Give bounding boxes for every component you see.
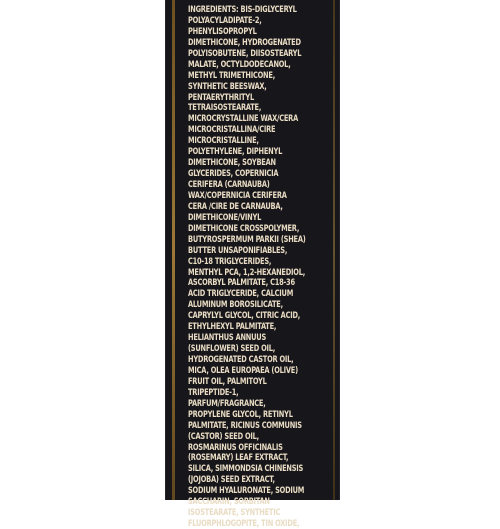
ingredient-line: MICROCRYSTALLINE WAX/CERA: [188, 113, 298, 124]
ingredient-line: DIMETHICONE CROSSPOLYMER,: [188, 222, 300, 233]
ingredient-line: MICROCRISTALLINA/CIRE: [188, 124, 276, 135]
ingredient-line: BUTTER UNSAPONIFIABLES,: [188, 244, 288, 255]
ingredient-line: SACCHARIN, SORBITAN: [188, 496, 270, 507]
ingredient-line: ASCORBYL PALMITATE, C18-36: [188, 277, 295, 288]
ingredient-line: PARFUM/FRAGRANCE,: [188, 397, 266, 408]
ingredient-line: (SUNFLOWER) SEED OIL,: [188, 343, 276, 354]
ingredient-line: METHYL TRIMETHICONE,: [188, 69, 276, 80]
ingredient-line: PROPYLENE GLYCOL, RETINYL: [188, 408, 293, 419]
ingredient-line: C10-18 TRIGLYCERIDES,: [188, 255, 272, 266]
ingredient-line: POLYACYLADIPATE-2,: [188, 14, 262, 25]
ingredient-line: ACID TRIGLYCERIDE, CALCIUM: [188, 288, 294, 299]
ingredient-line: HYDROGENATED CASTOR OIL,: [188, 354, 294, 364]
ingredient-line: CAPRYLYL GLYCOL, CITRIC ACID,: [188, 310, 301, 321]
ingredient-line: HELIANTHUS ANNUUS: [188, 332, 267, 343]
ingredient-line: GLYCERIDES, COPERNICIA: [188, 168, 279, 179]
ingredient-line: CERA /CIRE DE CARNAUBA,: [188, 200, 283, 211]
ingredient-line: WAX/COPERNICIA CERIFERA: [188, 189, 287, 200]
ingredient-line: (CASTOR) SEED OIL,: [188, 430, 259, 441]
ingredient-line: POLYETHYLENE, DIPHENYL: [188, 146, 283, 157]
ingredient-line: ISOSTEARATE, SYNTHETIC: [188, 507, 281, 518]
ingredient-line: DIMETHICONE, SOYBEAN: [188, 157, 276, 168]
ingredient-line: ALUMINUM BOROSILICATE,: [188, 299, 283, 310]
ingredient-line: DIMETHICONE, HYDROGENATED: [188, 36, 301, 47]
ingredient-line: MENTHYL PCA, 1,2-HEXANEDIOL,: [188, 266, 305, 277]
ingredient-line: SODIUM HYALURONATE, SODIUM: [188, 485, 305, 496]
ingredient-line: TETRAISOSTEARATE,: [188, 102, 262, 113]
ingredient-line: SILICA, SIMMONDSIA CHINENSIS: [188, 463, 304, 474]
ingredient-line: MALATE, OCTYLDODECANOL,: [188, 58, 291, 69]
ingredient-line: TRIPEPTIDE-1,: [188, 386, 239, 397]
ingredient-line: MICROCRISTALLINE,: [188, 135, 259, 146]
ingredient-line: POLYISOBUTENE, DIISOSTEARYL: [188, 47, 302, 58]
ingredient-line: PHENYLISOPROPYL: [188, 25, 257, 36]
ingredient-line: ROSMARINUS OFFICINALIS: [188, 441, 283, 452]
ingredients-text: [188, 4, 338, 529]
ingredient-line: PENTAERYTHRITYL: [188, 91, 254, 102]
ingredient-line: FLUORPHLOGOPITE, TIN OXIDE,: [188, 518, 300, 529]
ingredient-line: PALMITATE, RICINUS COMMUNIS: [188, 419, 302, 430]
ingredient-line: MICA, OLEA EUROPAEA (OLIVE): [188, 364, 298, 375]
ingredient-line: DIMETHICONE/VINYL: [188, 211, 262, 222]
ingredient-line: CERIFERA (CARNAUBA): [188, 179, 270, 189]
ingredient-line: (JOJOBA) SEED EXTRACT,: [188, 474, 275, 485]
ingredient-line: (ROSEMARY) LEAF EXTRACT,: [188, 452, 289, 463]
ingredient-line: ETHYLHEXYL PALMITATE,: [188, 321, 277, 332]
ingredient-line: BUTYROSPERMUM PARKII (SHEA): [188, 233, 306, 244]
ingredient-line: SYNTHETIC BEESWAX,: [188, 80, 267, 91]
ingredient-line: FRUIT OIL, PALMITOYL: [188, 375, 267, 386]
ingredient-line: INGREDIENTS: BIS-DIGLYCERYL: [188, 4, 297, 14]
gold-edge-stripe-left: [172, 0, 175, 500]
